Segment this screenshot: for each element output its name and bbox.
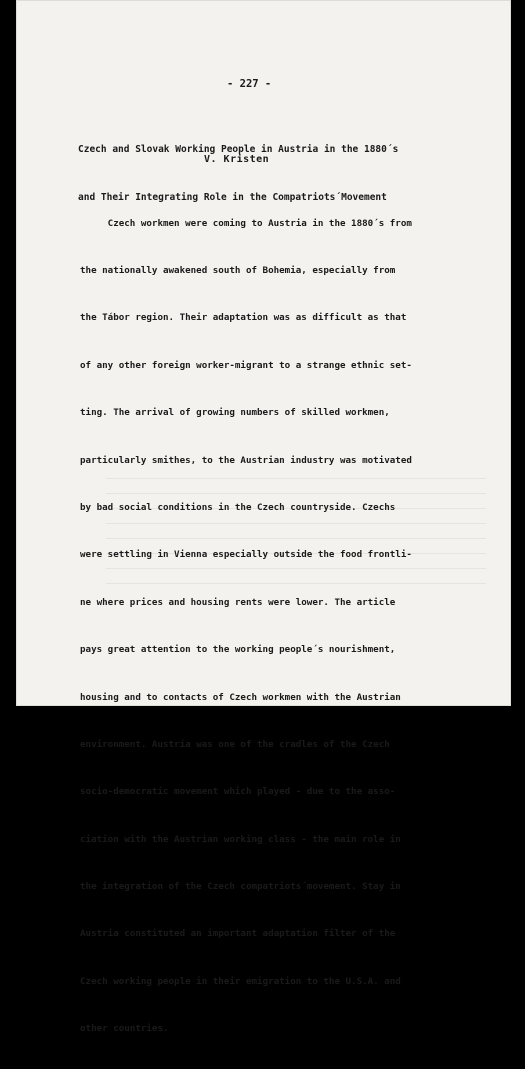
abstract-body [80,184,412,1069]
title-line: Czech and Slovak Working People in Austria in the 1880´s [78,144,399,155]
body-line: of any other foreign worker-migrant to a strange ethnic set- [80,359,412,371]
body-line: the Tábor region. Their adaptation was as difficult as that [80,312,407,324]
body-line: environment. Austria was one of the cradles of the Czech [80,738,390,750]
show-through-text [106,470,486,590]
title-line: and Their Integrating Role in the Compatriots´Movement [78,192,387,203]
body-line: ting. The arrival of growing numbers of skilled workmen, [80,407,390,419]
body-line: Austria constituted an important adaptation filter of the [80,928,396,940]
body-line: ne where prices and housing rents were lower. The article [80,596,396,608]
body-line: ciation with the Austrian working class - the main role in [80,833,401,845]
body-line: the nationally awakened south of Bohemia, especially from [80,264,396,276]
author-name: V. Kristen [204,154,270,165]
body-line: socio-democratic movement which played - due to the asso- [80,786,396,798]
body-line: housing and to contacts of Czech workmen with the Austrian [80,691,401,703]
body-line: the integration of the Czech compatriots´movement. Stay in [80,881,401,893]
body-line: by bad social conditions in the Czech countryside. Czechs [80,501,396,513]
body-line: Czech working people in their emigration to the U.S.A. and [80,975,401,987]
document-page [16,0,511,1035]
page-number: - 227 - [227,78,272,90]
body-line: were settling in Vienna especially outside the food frontli- [80,549,412,561]
body-line: particularly smithes, to the Austrian industry was motivated [80,454,412,466]
body-line: other countries. [80,1023,169,1035]
body-line: Czech workmen were coming to Austria in the 1880´s from [80,217,412,229]
body-line: pays great attention to the working people´s nourishment, [80,644,396,656]
